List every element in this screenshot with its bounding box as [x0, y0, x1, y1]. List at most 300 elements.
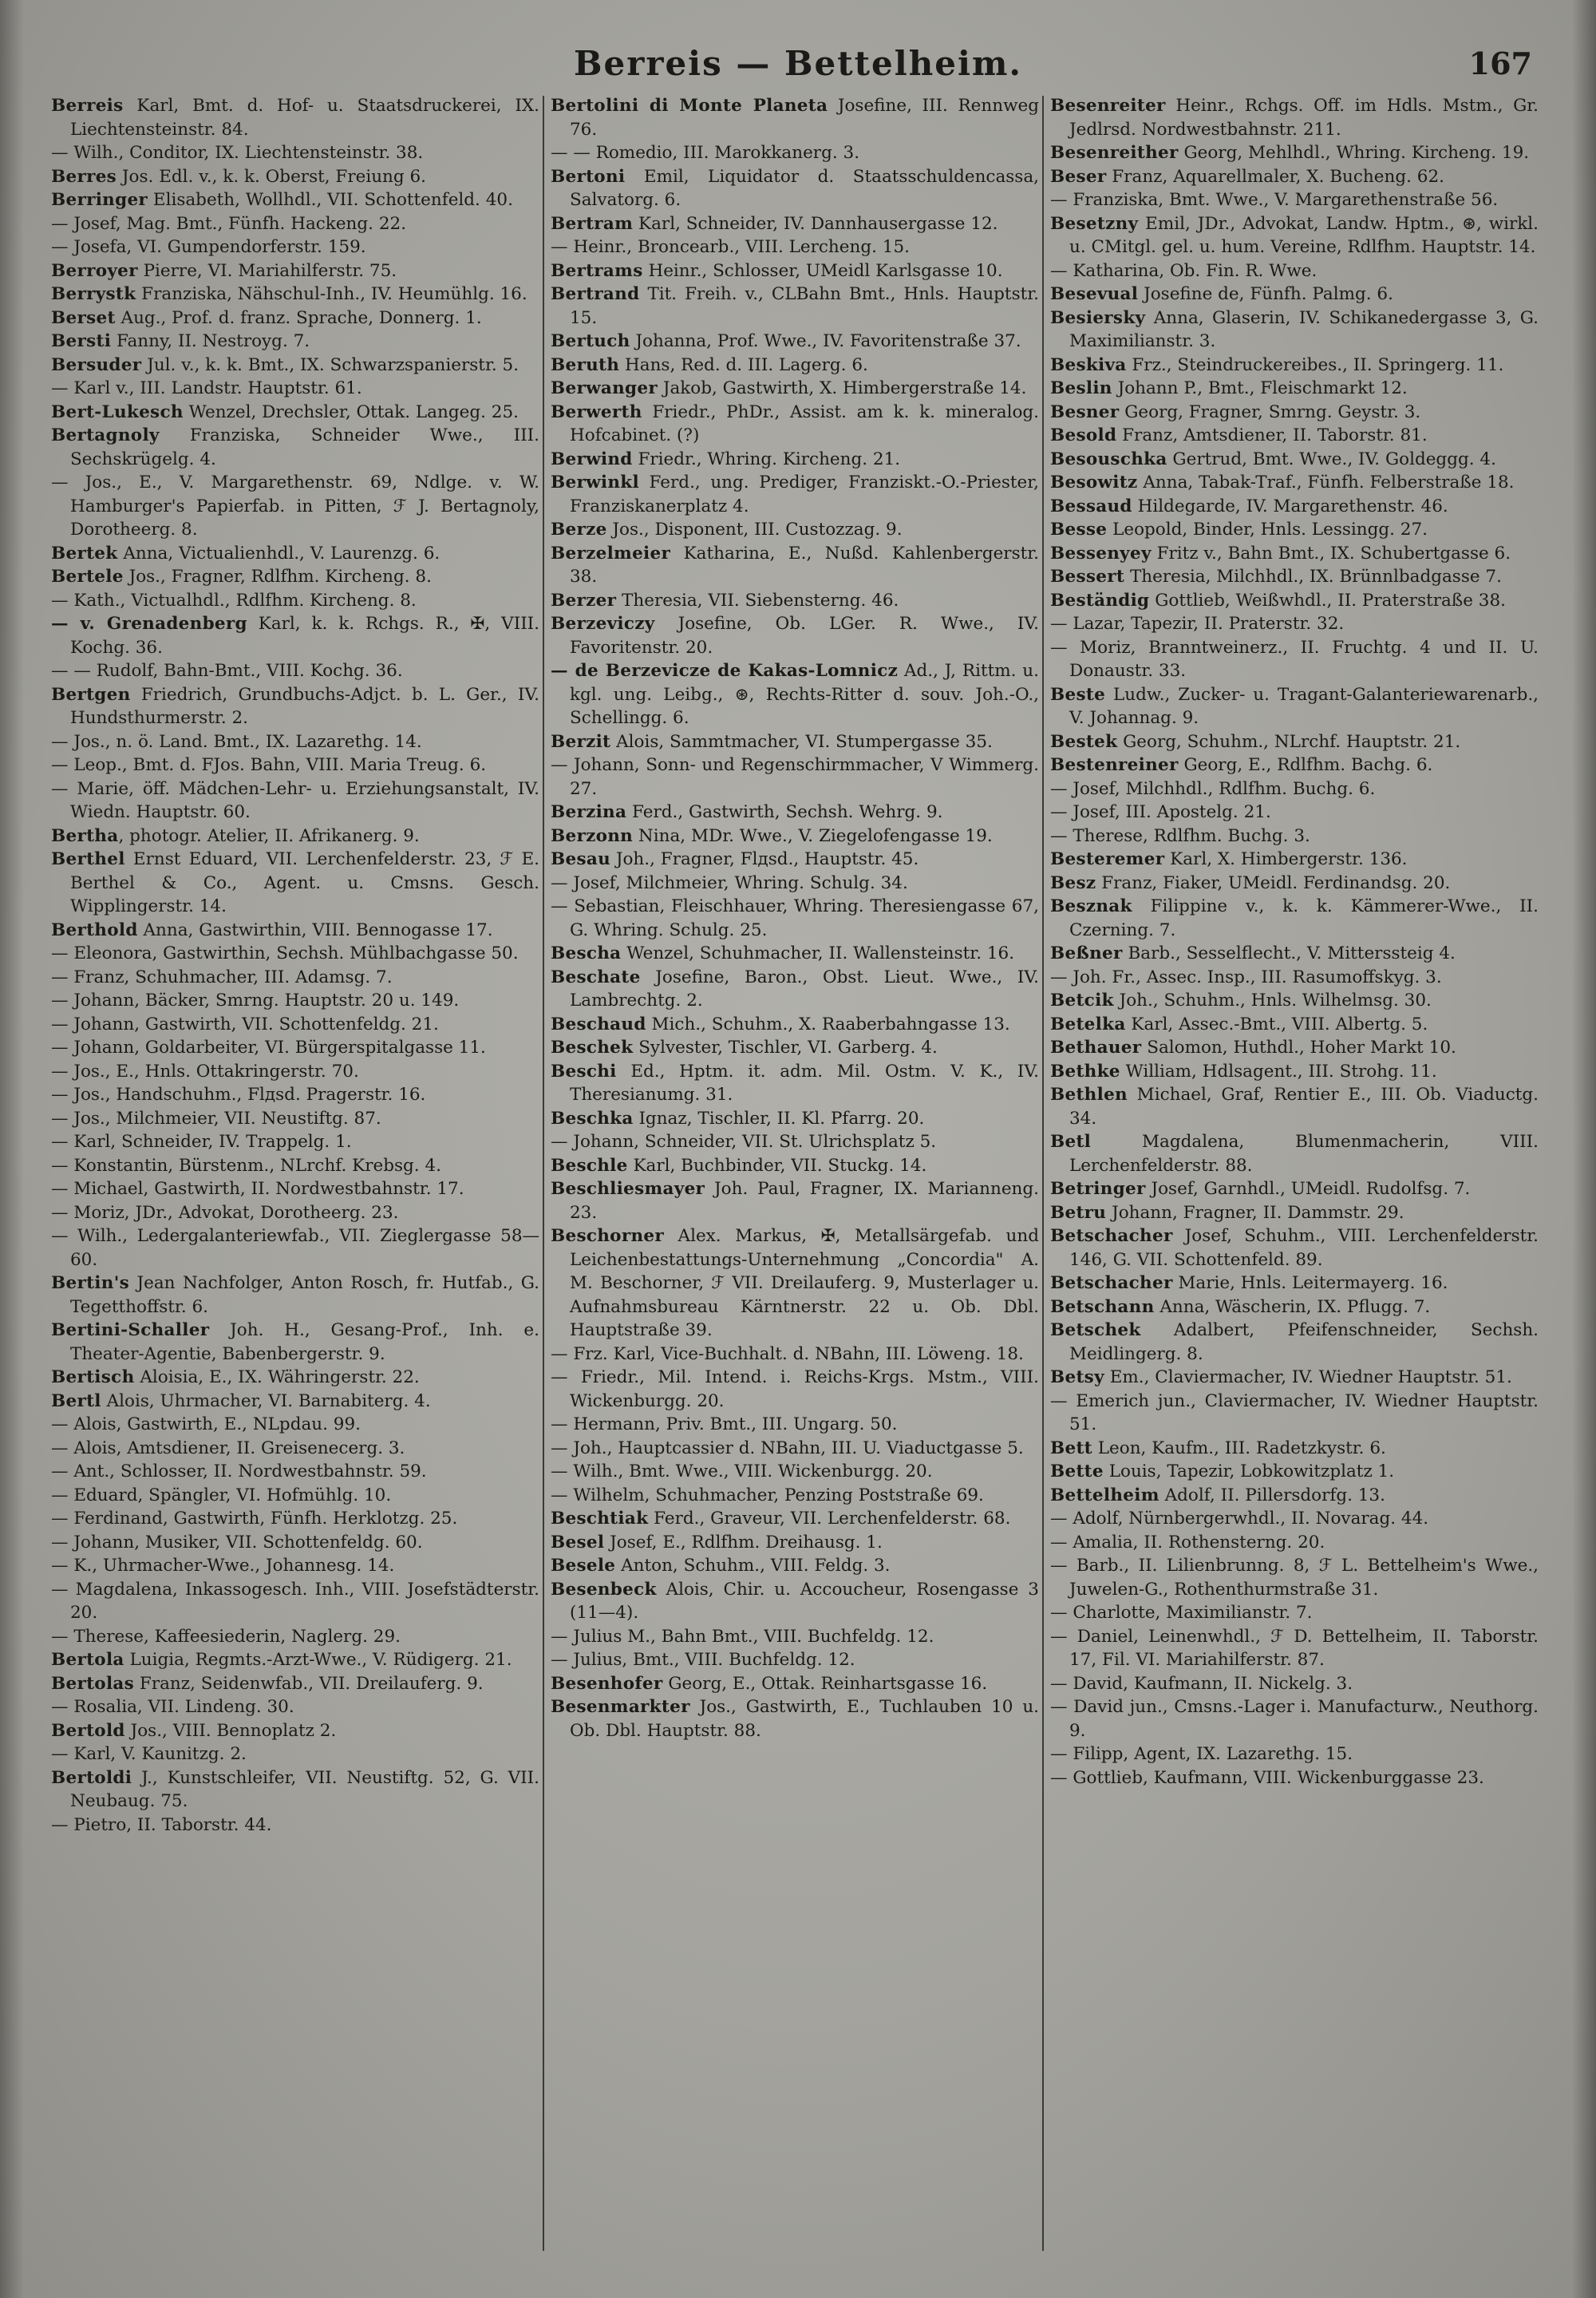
directory-entry [551, 1507, 1039, 1531]
entry-surname: Bessert [1050, 567, 1125, 587]
directory-entry [1050, 848, 1539, 872]
entry-details: — Konstantin, Bürstenm., NLrchf. Krebsg. 4. [51, 1155, 441, 1176]
entry-details: J., Kunstschleifer, VII. Neustiftg. 52, G. VII. Neubaug. 75. [70, 1767, 539, 1811]
directory-entry [1050, 212, 1539, 259]
directory-entry [51, 1319, 539, 1366]
entry-surname: Bett [1050, 1438, 1092, 1458]
entry-surname: Betelka [1050, 1014, 1126, 1034]
entry-surname: Bertrand [551, 284, 640, 304]
entry-surname: Betschacher [1050, 1226, 1173, 1246]
entry-details: — K., Uhrmacher-Wwe., Johannesg. 14. [51, 1556, 395, 1576]
entry-details: — Johann, Sonn- und Regenschirmmacher, V Wimmerg. 27. [551, 755, 1039, 799]
entry-details: Wenzel, Schuhmacher, II. Wallensteinstr. 16. [621, 943, 1015, 963]
entry-details: — Hermann, Priv. Bmt., III. Ungarg. 50. [551, 1414, 898, 1434]
entry-details: — — Romedio, III. Marokkanerg. 3. [551, 143, 860, 163]
entry-details: Tit. Freih. v., CLBahn Bmt., Hnls. Hauptstr. 15. [570, 284, 1039, 328]
directory-entry [1050, 401, 1539, 425]
entry-surname: Bertuch [551, 331, 630, 351]
entry-details: — Karl, Schneider, IV. Trappelg. 1. [51, 1132, 352, 1152]
entry-details: Jos., Fragner, Rdlfhm. Kircheng. 8. [123, 567, 432, 587]
entry-details: Emil, Liquidator d. Staatsschuldencassa, Salvatorg. 6. [570, 166, 1039, 210]
entry-details: — Wilh., Conditor, IX. Liechtensteinstr. 38. [51, 143, 424, 163]
entry-details: Jos., VIII. Bennoplatz 2. [124, 1720, 337, 1741]
directory-entry [551, 1437, 1039, 1461]
entry-surname: Bertl [51, 1390, 101, 1411]
directory-entry [1050, 1507, 1539, 1531]
column-divider [1042, 96, 1044, 2251]
directory-entry [51, 212, 539, 236]
directory-entry [1050, 141, 1539, 165]
entry-details: Josefine, III. Rennweg 76. [570, 96, 1039, 140]
entry-details: Theresia, VII. Siebensterng. 46. [616, 590, 899, 611]
directory-entry [1050, 1437, 1539, 1461]
directory-entry [551, 942, 1039, 966]
entry-surname: Berrystk [51, 284, 136, 304]
entry-details: Josef, Schuhm., VIII. Lerchenfelderstr. 146, G. VII. Schottenfeld. 89. [1069, 1226, 1539, 1270]
directory-entry [51, 1484, 539, 1508]
entry-details: Johann P., Bmt., Fleischmarkt 12. [1112, 378, 1408, 398]
entry-surname: Berset [51, 307, 116, 328]
entry-surname: Bert-Lukesch [51, 401, 184, 422]
directory-entry [51, 235, 539, 259]
entry-details: Mich., Schuhm., X. Raaberbahngasse 13. [646, 1014, 1010, 1034]
directory-entry [1050, 518, 1539, 542]
entry-surname: Berzer [551, 590, 617, 611]
directory-entry [51, 1060, 539, 1084]
directory-entry [51, 919, 539, 943]
directory-entry [51, 989, 539, 1013]
directory-entry [1050, 1672, 1539, 1696]
directory-entry [1050, 1060, 1539, 1084]
directory-entry [1050, 730, 1539, 754]
entry-surname: Bertolini di Monte Planeta [551, 96, 828, 116]
directory-entry [551, 1531, 1039, 1555]
entry-surname: Besenhofer [551, 1673, 663, 1694]
entry-surname: Berwinkl [551, 473, 639, 492]
directory-entry [51, 825, 539, 848]
entry-surname: Beser [1050, 166, 1107, 187]
entry-details: Ernst Eduard, VII. Lerchenfelderstr. 23, ℱ E. Berthel & Co., Agent. u. Cmsns. Gesch. Wipplingerstr. 14. [70, 849, 539, 916]
scan-shadow-right [1572, 0, 1596, 2298]
entry-details: — Filipp, Agent, IX. Lazarethg. 15. [1050, 1744, 1353, 1764]
column-divider [543, 96, 544, 2251]
directory-entry [551, 1107, 1039, 1131]
entry-details: — Magdalena, Inkassogesch. Inh., VIII. Josefstädterstr. 20. [51, 1579, 539, 1623]
entry-details: — Josef, Mag. Bmt., Fünfh. Hackeng. 22. [51, 213, 407, 234]
entry-details: Aug., Prof. d. franz. Sprache, Donnerg. 1. [115, 307, 482, 328]
directory-entry [51, 612, 539, 659]
entry-details: Ferd., Graveur, VII. Lerchenfelderstr. 68. [648, 1509, 1011, 1529]
directory-entry [51, 1460, 539, 1484]
entry-details: Joh. Paul, Fragner, IX. Marianneng. 23. [570, 1179, 1039, 1223]
directory-entry [51, 942, 539, 966]
entry-surname: Bersuder [51, 354, 142, 375]
entry-details: Michael, Graf, Rentier E., III. Ob. Viaductg. 34. [1069, 1085, 1539, 1129]
entry-surname: Besel [551, 1532, 605, 1552]
entry-details: — Alois, Amtsdiener, II. Greisenecerg. 3. [51, 1438, 405, 1458]
entry-details: Adalbert, Pfeifenschneider, Sechsh. Meidlingerg. 8. [1069, 1320, 1539, 1364]
page-header [0, 44, 1596, 92]
entry-details: Johanna, Prof. Wwe., IV. Favoritenstraße 37. [630, 331, 1021, 351]
entry-details: Hans, Red. d. III. Lagerg. 6. [619, 354, 868, 375]
directory-entry [551, 1177, 1039, 1224]
directory-entry [51, 1154, 539, 1178]
entry-surname: Bethlen [1050, 1085, 1128, 1105]
entry-details: — Ferdinand, Gastwirth, Fünfh. Herklotzg. 25. [51, 1509, 458, 1529]
directory-entry [551, 518, 1039, 542]
directory-entry [1050, 1695, 1539, 1742]
entry-surname: Bettelheim [1050, 1485, 1159, 1505]
entry-details: Georg, Fragner, Smrng. Geystr. 3. [1119, 401, 1421, 422]
entry-surname: Beständig [1050, 590, 1150, 611]
directory-entry [51, 966, 539, 990]
directory-entry [1050, 1366, 1539, 1390]
entry-details: Georg, E., Ottak. Reinhartsgasse 16. [662, 1673, 988, 1694]
entry-details: — Ant., Schlosser, II. Nordwestbahnstr. 59. [51, 1461, 427, 1481]
directory-entry [551, 1130, 1039, 1154]
column-3 [1050, 94, 1539, 2265]
entry-surname: Bertolas [51, 1673, 135, 1694]
directory-entry [1050, 777, 1539, 801]
entry-details: Franz, Aquarellmaler, X. Bucheng. 62. [1106, 166, 1444, 187]
entry-details: — Jos., n. ö. Land. Bmt., IX. Lazarethg. 14. [51, 731, 422, 752]
entry-surname: Bestek [1050, 731, 1118, 752]
entry-surname: Betcik [1050, 991, 1114, 1011]
directory-entry [51, 141, 539, 165]
entry-details: Fritz v., Bahn Bmt., IX. Schubertgasse 6. [1151, 543, 1511, 564]
directory-entry [551, 1648, 1039, 1672]
entry-surname: Beschka [551, 1108, 634, 1129]
entry-surname: Bertoldi [51, 1767, 132, 1788]
entry-surname: Berthel [51, 849, 125, 869]
directory-entry [1050, 683, 1539, 730]
entry-surname: Bertin's [51, 1273, 129, 1293]
directory-entry [51, 1272, 539, 1319]
directory-entry [1050, 1295, 1539, 1319]
directory-entry [1050, 188, 1539, 212]
entry-details: Franziska, Nähschul-Inh., IV. Heumühlg. 16. [136, 284, 527, 304]
entry-surname: Berwind [551, 449, 633, 469]
entry-details: — Johann, Gastwirth, VII. Schottenfeldg. 21. [51, 1014, 439, 1034]
entry-details: — Jos., Milchmeier, VII. Neustiftg. 87. [51, 1108, 381, 1129]
entry-details: — Moriz, JDr., Advokat, Dorotheerg. 23. [51, 1202, 399, 1223]
directory-entry [51, 330, 539, 354]
entry-details: Sylvester, Tischler, VI. Garberg. 4. [633, 1038, 938, 1058]
directory-entry [51, 565, 539, 589]
entry-details: Salomon, Huthdl., Hoher Markt 10. [1141, 1038, 1456, 1058]
directory-entry [51, 848, 539, 919]
entry-surname: Beschorner [551, 1226, 664, 1246]
entry-surname: — v. Grenadenberg [51, 614, 247, 634]
entry-surname: — de Berzevicze de Kakas-Lomnicz [551, 661, 899, 681]
scan-shadow-left [0, 0, 24, 2298]
directory-entry [51, 94, 539, 141]
entry-details: Karl, Buchbinder, VII. Stuckg. 14. [627, 1155, 927, 1176]
entry-details: , photogr. Atelier, II. Afrikanerg. 9. [118, 825, 420, 846]
entry-details: Marie, Hnls. Leitermayerg. 16. [1172, 1273, 1448, 1293]
entry-details: Anna, Glaserin, IV. Schikanedergasse 3, G. Maximilianstr. 3. [1069, 307, 1539, 351]
entry-surname: Betsy [1050, 1367, 1104, 1387]
directory-entry [51, 354, 539, 378]
entry-details: — Moriz, Branntweinerz., II. Fruchtg. 4 und II. U. Donaustr. 33. [1050, 637, 1539, 681]
entry-details: Ignaz, Tischler, II. Kl. Pfarrg. 20. [633, 1108, 925, 1129]
directory-entry [1050, 942, 1539, 966]
directory-entry [1050, 354, 1539, 378]
directory-entry [551, 1460, 1039, 1484]
directory-entry [551, 848, 1039, 872]
directory-entry [51, 377, 539, 401]
entry-details: Gertrud, Bmt. Wwe., IV. Goldeggg. 4. [1167, 449, 1496, 469]
entry-details: — Johann, Musiker, VII. Schottenfeldg. 60. [51, 1532, 423, 1552]
directory-entry [51, 1742, 539, 1766]
entry-surname: Besenmarkter [551, 1697, 690, 1717]
entry-details: — Johann, Schneider, VII. St. Ulrichsplatz 5. [551, 1132, 937, 1152]
directory-entry [1050, 1319, 1539, 1366]
entry-details: — Julius M., Bahn Bmt., VIII. Buchfeldg. 12. [551, 1626, 934, 1647]
entry-surname: Bertoni [551, 166, 626, 187]
directory-entry [1050, 424, 1539, 448]
entry-surname: Besenreither [1050, 143, 1179, 163]
directory-entry [551, 330, 1039, 354]
entry-surname: Beskiva [1050, 354, 1127, 375]
entry-details: — Therese, Kaffeesiederin, Naglerg. 29. [51, 1626, 401, 1647]
directory-entry [551, 165, 1039, 212]
entry-surname: Bertele [51, 567, 124, 587]
entry-details: — Karl, V. Kaunitzg. 2. [51, 1744, 247, 1764]
directory-entry [51, 1083, 539, 1107]
entry-details: Jakob, Gastwirth, X. Himbergerstraße 14. [658, 378, 1027, 398]
directory-entry [51, 1366, 539, 1390]
directory-entry [51, 1766, 539, 1813]
directory-entry [551, 730, 1039, 754]
entry-surname: Bersti [51, 331, 112, 351]
directory-entry [1050, 1272, 1539, 1295]
directory-entry [551, 1484, 1039, 1508]
directory-entry [551, 589, 1039, 613]
directory-entry [1050, 565, 1539, 589]
directory-entry [51, 1437, 539, 1461]
entry-details: — Therese, Rdlfhm. Buchg. 3. [1050, 825, 1310, 846]
directory-entry [551, 825, 1039, 848]
directory-entry [551, 283, 1039, 330]
entry-surname: Betschek [1050, 1320, 1141, 1340]
entry-details: Karl, Schneider, IV. Dannhausergasse 12. [633, 213, 998, 234]
directory-entry [1050, 989, 1539, 1013]
entry-details: Friedr., Whring. Kircheng. 21. [632, 449, 901, 469]
entry-surname: Bertola [51, 1650, 124, 1670]
entry-details: — Jos., E., Hnls. Ottakringerstr. 70. [51, 1061, 359, 1082]
entry-details: — Lazar, Tapezir, II. Praterstr. 32. [1050, 614, 1345, 634]
directory-entry [51, 1695, 539, 1719]
entry-details: — Josefa, VI. Gumpendorferstr. 159. [51, 237, 366, 257]
entry-surname: Bescha [551, 943, 622, 963]
directory-entry [551, 1366, 1039, 1413]
entry-details: — Franz, Schuhmacher, III. Adamsg. 7. [51, 967, 393, 987]
entry-surname: Besiersky [1050, 307, 1146, 328]
entry-details: Elisabeth, Wollhdl., VII. Schottenfeld. 40. [148, 190, 513, 210]
directory-entry [1050, 1460, 1539, 1484]
directory-entry [51, 683, 539, 730]
entry-surname: Besenreiter [1050, 96, 1166, 116]
running-title: Berreis — Bettelheim. [573, 44, 1023, 83]
directory-entry [1050, 1531, 1539, 1555]
entry-details: Josefine, Ob. LGer. R. Wwe., IV. Favoritenstr. 20. [570, 614, 1039, 658]
entry-surname: Betru [1050, 1202, 1107, 1223]
entry-details: — Kath., Victualhdl., Rdlfhm. Kircheng. 8. [51, 590, 417, 611]
directory-entry [1050, 165, 1539, 189]
directory-entry [551, 895, 1039, 942]
entry-details: Em., Claviermacher, IV. Wiedner Hauptstr. 51. [1104, 1367, 1512, 1387]
column-1 [51, 94, 539, 2265]
entry-details: Josefine de, Fünfh. Palmg. 6. [1138, 284, 1393, 304]
directory-entry [1050, 895, 1539, 942]
directory-entry [1050, 448, 1539, 472]
entry-surname: Berzonn [551, 825, 634, 846]
directory-entry [1050, 636, 1539, 683]
directory-entry [551, 1013, 1039, 1037]
directory-entry [551, 1154, 1039, 1178]
entry-surname: Besold [1050, 425, 1117, 445]
directory-entry [551, 1554, 1039, 1578]
directory-entry [551, 1343, 1039, 1367]
entry-surname: Bessenyey [1050, 543, 1152, 564]
entry-surname: Bessaud [1050, 496, 1132, 516]
directory-entry [1050, 307, 1539, 354]
entry-surname: Bertini-Schaller [51, 1320, 210, 1340]
entry-details: — Wilhelm, Schuhmacher, Penzing Poststraße 69. [551, 1485, 984, 1505]
entry-surname: Berwanger [551, 378, 658, 398]
entry-details: Ludw., Zucker- u. Tragant-Galanteriewarenarb., V. Johannag. 9. [1069, 684, 1539, 728]
directory-entry [51, 1672, 539, 1696]
entry-surname: Besenbeck [551, 1579, 657, 1600]
entry-surname: Berringer [51, 190, 148, 210]
directory-entry [1050, 589, 1539, 613]
entry-details: Aloisia, E., IX. Währingerstr. 22. [134, 1367, 420, 1387]
directory-entry [551, 354, 1039, 378]
directory-entry [551, 235, 1039, 259]
directory-entry [551, 141, 1039, 165]
directory-entry [51, 1013, 539, 1037]
entry-details: Friedr., PhDr., Assist. am k. k. mineralog. Hofcabinet. (?) [570, 401, 1039, 445]
directory-entry [51, 1648, 539, 1672]
entry-details: — Josef, Milchmeier, Whring. Schulg. 34. [551, 872, 908, 893]
entry-details: Alois, Chir. u. Accoucheur, Rosengasse 3 (11—4). [570, 1579, 1039, 1623]
directory-entry [1050, 612, 1539, 636]
directory-entry [1050, 1036, 1539, 1060]
entry-details: — Johann, Goldarbeiter, VI. Bürgerspitalgasse 11. [51, 1038, 486, 1058]
entry-surname: Besevual [1050, 284, 1139, 304]
entry-surname: Bethke [1050, 1061, 1120, 1082]
directory-entry [551, 94, 1039, 141]
directory-entry [1050, 1601, 1539, 1625]
directory-entry [551, 542, 1039, 589]
entry-details: — Heinr., Broncearb., VIII. Lercheng. 15. [551, 237, 910, 257]
entry-surname: Betl [1050, 1132, 1092, 1152]
directory-entry [551, 1060, 1039, 1107]
entry-details: Leopold, Binder, Hnls. Lessingg. 27. [1107, 520, 1428, 540]
entry-surname: Berthold [51, 920, 138, 940]
entry-details: Frz., Steindruckereibes., II. Springerg. 11. [1126, 354, 1504, 375]
directory-entry [51, 1578, 539, 1625]
entry-details: Anna, Victualienhdl., V. Laurenzg. 6. [117, 543, 440, 564]
entry-details: Jul. v., k. k. Bmt., IX. Schwarzspanierstr. 5. [141, 354, 519, 375]
entry-surname: Beste [1050, 684, 1106, 705]
entry-surname: Berzina [551, 802, 627, 822]
entry-details: Jos. Edl. v., k. k. Oberst, Freiung 6. [117, 166, 427, 187]
entry-surname: Beßner [1050, 943, 1123, 963]
directory-entry [551, 1672, 1039, 1696]
entry-details: — Jos., Handschuhm., Flдsd. Pragerstr. 16. [51, 1085, 426, 1105]
entry-surname: Beschtiak [551, 1509, 649, 1529]
entry-surname: Bertisch [51, 1367, 135, 1387]
entry-details: Karl, k. k. Rchgs. R., ✠, VIII. Kochg. 36. [70, 614, 539, 658]
entry-details: — — Rudolf, Bahn-Bmt., VIII. Kochg. 36. [51, 661, 403, 681]
entry-details: Georg, Schuhm., NLrchf. Hauptstr. 21. [1117, 731, 1461, 752]
directory-entry [551, 401, 1039, 448]
entry-details: — Adolf, Nürnbergerwhdl., II. Novarag. 44. [1050, 1509, 1429, 1529]
entry-details: Ed., Hptm. it. adm. Mil. Ostm. V. K., IV. Theresianumg. 31. [570, 1061, 1039, 1105]
directory-entry [551, 259, 1039, 283]
entry-details: Alois, Uhrmacher, VI. Barnabiterg. 4. [101, 1390, 431, 1411]
directory-entry [51, 659, 539, 683]
entry-details: Filippine v., k. k. Kämmerer-Wwe., II. Czerning. 7. [1069, 896, 1539, 940]
entry-details: Anton, Schuhm., VIII. Feldg. 3. [615, 1556, 891, 1576]
directory-entry [551, 1413, 1039, 1437]
entry-details: Joh., Fragner, Flдsd., Hauptstr. 45. [610, 849, 919, 869]
entry-surname: Berwerth [551, 401, 642, 422]
entry-surname: Besetzny [1050, 213, 1139, 234]
entry-surname: Betschacher [1050, 1273, 1173, 1293]
entry-details: — Marie, öff. Mädchen-Lehr- u. Erziehungsanstalt, IV. Wiedn. Hauptstr. 60. [51, 778, 539, 822]
entry-surname: Bertgen [51, 684, 131, 705]
directory-entry [51, 1201, 539, 1225]
entry-details: Magdalena, Blumenmacherin, VIII. Lerchenfelderstr. 88. [1069, 1132, 1539, 1176]
entry-details: Jos., Gastwirth, E., Tuchlauben 10 u. Ob. Dbl. Hauptstr. 88. [570, 1697, 1039, 1741]
entry-details: — Charlotte, Maximilianstr. 7. [1050, 1603, 1313, 1623]
entry-details: — Gottlieb, Kaufmann, VIII. Wickenburggasse 23. [1050, 1767, 1484, 1788]
entry-surname: Bertagnoly [51, 425, 160, 445]
entry-details: Ferd., Gastwirth, Sechsh. Wehrg. 9. [626, 802, 943, 822]
directory-entry [51, 165, 539, 189]
entry-details: — Daniel, Leinenwhdl., ℱ D. Bettelheim, II. Taborstr. 17, Fil. VI. Mariahilferstr. 87. [1050, 1626, 1539, 1670]
entry-details: Jean Nachfolger, Anton Rosch, fr. Hutfab., G. Tegetthoffstr. 6. [70, 1273, 539, 1317]
entry-surname: Beschek [551, 1038, 634, 1058]
entry-surname: Besouschka [1050, 449, 1167, 469]
entry-details: Franz, Amtsdiener, II. Taborstr. 81. [1116, 425, 1428, 445]
entry-surname: Bertrams [551, 260, 643, 281]
entry-details: Luigia, Regmts.-Arzt-Wwe., V. Rüdigerg. 21. [124, 1650, 512, 1670]
entry-details: Josef, Garnhdl., UMeidl. Rudolfsg. 7. [1145, 1179, 1471, 1199]
directory-entry [551, 753, 1039, 801]
directory-entry [551, 1036, 1039, 1060]
entry-details: — Pietro, II. Taborstr. 44. [51, 1814, 272, 1835]
directory-entry [51, 1507, 539, 1531]
entry-details: — David, Kaufmann, II. Nickelg. 3. [1050, 1673, 1353, 1694]
directory-entry [51, 777, 539, 825]
entry-surname: Berzeviczy [551, 614, 655, 634]
directory-entry [1050, 471, 1539, 495]
entry-details: — Johann, Bäcker, Smrng. Hauptstr. 20 u. 149. [51, 991, 460, 1011]
directory-entry [51, 753, 539, 777]
entry-details: Adolf, II. Pillersdorfg. 13. [1159, 1485, 1385, 1505]
entry-surname: Besowitz [1050, 473, 1138, 492]
directory-entry [551, 1578, 1039, 1625]
entry-details: — Wilh., Ledergalanteriewfab., VII. Zieglergasse 58—60. [51, 1226, 539, 1270]
entry-details: — Eduard, Spängler, VI. Hofmühlg. 10. [51, 1485, 392, 1505]
entry-details: Georg, Mehlhdl., Whring. Kircheng. 19. [1178, 143, 1530, 163]
directory-entry [51, 542, 539, 566]
directory-entry [1050, 1201, 1539, 1225]
